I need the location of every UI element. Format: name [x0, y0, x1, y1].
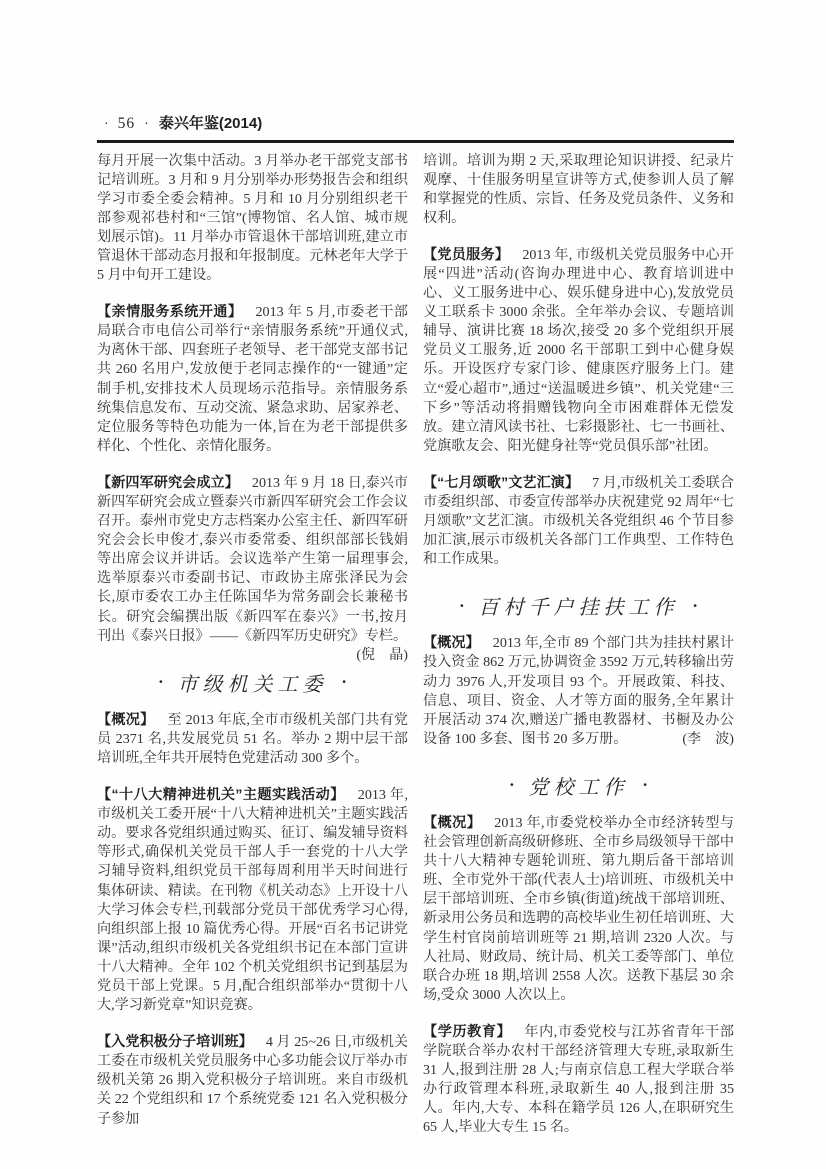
- entry-text: 2013 年,市级机关工委开展“十八大精神进机关”主题实践活动。要求各党组织通过购买、征订、编发辅导资料等形式,确保机关党员干部人手一套党的十八大学习辅导资料,组织党员干部每周利用半天时间进行集体研读、精读。在刊物《机关动态》上开设十八大学习体会专栏,刊载部分党员干部优秀学习心得,向组织部上报 10 篇优秀心得。开展“百名书记讲党课”活动,组织市级机关各党组织书记在本部门宣讲十八大精神。全年 102 个机关党组织书记到基层为党员干部上党课。5 月,配合组织部举办“贯彻十八大,学习新党章”知识竞赛。: [97, 787, 409, 1014]
- heading-dot-icon: ·: [692, 596, 698, 615]
- author-attribution: (李 波): [682, 730, 734, 747]
- entry-text: 7 月,市级机关工委联合市委组织部、市委宣传部举办庆祝建党 92 周年“七月颂歌”文艺汇演。市级机关各党组织 46 个节目参加汇演,展示市级机关各部门工作典型、工作特色和工作成果。: [423, 474, 735, 568]
- entry-paragraph: [423, 1022, 734, 1138]
- page-header: [97, 112, 734, 136]
- entry-text: 2013 年 5 月,市委老干部局联合市电信公司举行“亲情服务系统”开通仪式,为离休干部、四套班子老领导、老干部党支部书记共 260 名用户,发放便于老同志操作的“一键通”定制手机,安排技术人员现场示范指导。亲情服务系统集信息发布、互动交流、紧急求助、居家养老、定位服务等特色功能为一体,旨在为老干部提供多样化、个性化、亲情化服务。: [97, 304, 409, 454]
- entry-paragraph: [423, 152, 734, 228]
- author-attribution: (倪 晶): [356, 646, 408, 663]
- entry-text: 每月开展一次集中活动。3 月举办老干部党支部书记培训班。3 月和 9 月分别举办形势报告会和组织学习市委全委会精神。5 月和 10 月分别组织老干部参观祁巷村和“三馆”(博物馆、名人馆、城市规划展示馆)。11 月举办市管退休干部培训班,建立市管退休干部动态月报和年报制度。元林老年大学于 5 月中旬开工建设。: [97, 152, 408, 284]
- section-heading: [423, 591, 734, 620]
- entry-paragraph: [423, 473, 734, 569]
- header-rule: [97, 140, 734, 143]
- heading-dot-icon: ·: [158, 673, 164, 692]
- entry-label: 【新四军研究会成立】: [97, 473, 239, 490]
- entry-paragraph: [97, 1032, 408, 1128]
- section-heading: [97, 668, 408, 697]
- entry-paragraph: [423, 813, 734, 1005]
- entry-text: 至 2013 年底,全市市级机关部门共有党员 2371 名,共发展党员 51 名。举办 2 期中层干部培训班,全年共开展特色党建活动 300 多个。: [97, 711, 408, 766]
- entry-label: 【概况】: [423, 634, 480, 651]
- section-heading-title: 市级机关工委: [177, 671, 328, 696]
- heading-dot-icon: ·: [509, 776, 515, 795]
- entry-label: 【入党积极分子培训班】: [97, 1033, 253, 1050]
- entry-paragraph: [423, 245, 734, 456]
- entry-text: 2013 年,市委党校举办全市经济转型与社会管理创新高级研修班、全市乡局级领导干部中共十八大精神专题轮训班、第九期后备干部培训班、全市党外干部(代表人士)培训班、市级机关中层干部培训班、全市乡镇(街道)统战干部培训班、新录用公务员和选聘的高校毕业生初任培训班、大学生村官岗前培训班等 21 期,培训 2320 人次。与人社局、财政局、统计局、机关工委等部门、单位联合办班 18 期,培训 2558 人次。送教下基层 30 余场,受众 3000 人次以上。: [423, 814, 735, 1003]
- entry-paragraph: [97, 785, 408, 1015]
- entry-label: 【亲情服务系统开通】: [97, 303, 243, 320]
- entry-text: 2013 年 9 月 18 日,泰兴市新四军研究会成立暨泰兴市新四军研究会工作会议召开。泰州市党史方志档案办公室主任、新四军研究会会长申俊才,泰兴市委常委、组织部部长钱娟等出席会议并讲话。会议选举产生第一届理事会,选举原泰兴市委副书记、市政协主席张泽民为会长,原市委农工办主任陈国华为常务副会长兼秘书长。研究会编撰出版《新四军在泰兴》一书,按月刊出《泰兴日报》——《新四军历史研究》专栏。: [97, 474, 409, 644]
- text-columns: [97, 152, 734, 1138]
- entry-paragraph: [97, 473, 409, 663]
- entry-text: 2013 年, 市级机关党员服务中心开展“四进”活动(咨询办理进中心、教育培训进中心、义工服务进中心、娱乐健身进中心),发放党员义工联系卡 3000 余张。全年举办会议、专题培训辅导、演讲比赛 18 场次,接受 20 多个党组织开展党员义工服务,近 2000 名干部职工到中心健身娱乐。开设医疗专家门诊、健康医疗服务上门。建立“爱心超市”,通过“送温暖进乡镇”、机关党建“三下乡”等活动将捐赠钱物向全市困难群体无偿发放。建立清风读书社、七彩摄影社、七一书画社、党旗歌友会、阳光健身社等“党员俱乐部”社团。: [423, 246, 735, 454]
- entry-label: 【概况】: [97, 710, 155, 727]
- entry-label: 【“十八大精神进机关”主题实践活动】: [97, 786, 345, 803]
- left-column: [97, 152, 408, 1138]
- header-dot-icon: ·: [144, 117, 149, 132]
- entry-text: 2013 年,全市 89 个部门共为挂扶村累计投入资金 862 万元,协调资金 3592 万元,转移输出劳动力 3976 人,开发项目 93 个。开展政策、科技、信息、项目、资金、人才等方面的服务,全年累计开展活动 374 次,赠送广播电教器材、书橱及办公设备 100 多套、图书 20 多万册。: [423, 635, 734, 747]
- header-dot-icon: ·: [104, 117, 109, 132]
- entry-label: 【“七月颂歌”文艺汇演】: [423, 473, 580, 490]
- heading-dot-icon: ·: [459, 596, 465, 615]
- heading-dot-icon: ·: [642, 776, 648, 795]
- entry-label: 【学历教育】: [423, 1022, 512, 1039]
- book-title: 泰兴年鉴(2014): [158, 115, 263, 132]
- entry-text: 培训。培训为期 2 天,采取理论知识讲授、纪录片观摩、十佳服务明星宣讲等方式,使参训人员了解和掌握党的性质、宗旨、任务及党员条件、义务和权利。: [423, 152, 734, 226]
- entry-paragraph: [423, 633, 734, 749]
- section-heading-title: 百村千户挂扶工作: [478, 595, 679, 620]
- entry-label: 【概况】: [423, 813, 482, 830]
- entry-paragraph: [97, 152, 408, 286]
- heading-dot-icon: ·: [341, 673, 347, 692]
- entry-paragraph: [97, 710, 408, 768]
- page-number: 56: [117, 115, 136, 132]
- page-content: [97, 112, 734, 1137]
- section-heading: [423, 771, 734, 800]
- section-heading-title: 党校工作: [528, 774, 629, 799]
- entry-text: 4 月 25~26 日,市级机关工委在市级机关党员服务中心多功能会议厅举办市级机关第 26 期入党积极分子培训班。来自市级机关 22 个党组织和 17 个系统党委 121 名入党积极分子参加: [97, 1034, 409, 1127]
- entry-label: 【党员服务】: [423, 245, 510, 262]
- right-column: [423, 152, 734, 1138]
- entry-paragraph: [97, 302, 408, 456]
- entry-text: 年内,市委党校与江苏省青年干部学院联合举办农村干部经济管理大专班,录取新生 31 人,报到注册 28 人;与南京信息工程大学联合举办行政管理本科班,录取新生 40 人,报到注册 35 人。年内,大专、本科在籍学员 126 人,在职研究生 65 人,毕业大专生 15 名。: [423, 1023, 734, 1136]
